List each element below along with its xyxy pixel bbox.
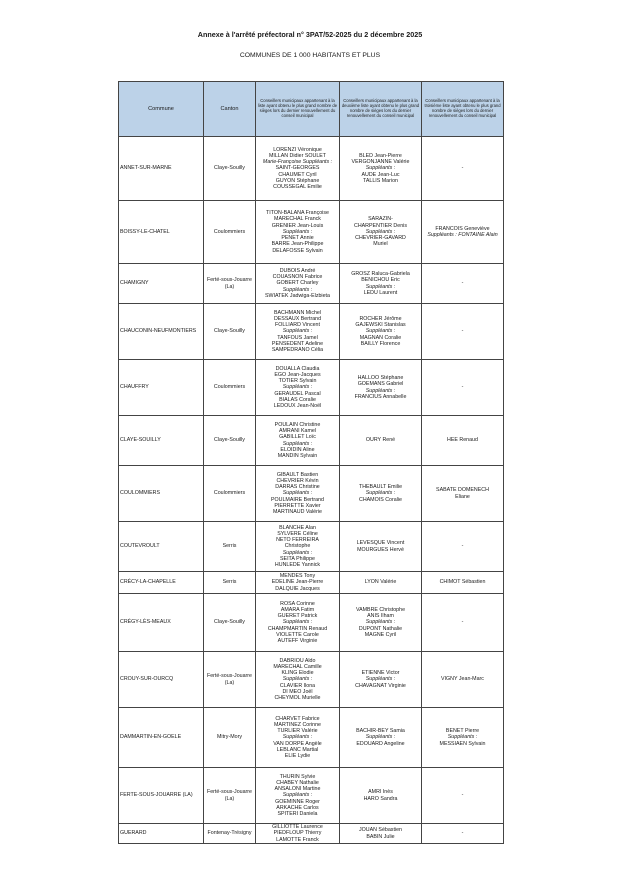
- council-member-line: ANSALONI Martine: [274, 786, 321, 793]
- council-member-line: Suppléants :: [365, 228, 396, 235]
- council-member-line: CHEYMOL Murielle: [274, 695, 321, 701]
- commune-cell: CROUY-SUR-OURCQ: [119, 652, 204, 708]
- canton-cell: Ferté-sous-Jouarre (La): [204, 768, 256, 824]
- council-member-line: GOBERT Charley: [276, 280, 319, 287]
- council-member-line: Suppléants : FONTAINE Alain: [427, 232, 498, 238]
- council-member-line: CHARVET Fabrice: [275, 715, 320, 722]
- council-member-line: ARKACHE Carlos: [276, 804, 319, 811]
- council-member-line: BARRE Jean-Philippe: [271, 241, 324, 248]
- council-member-line: CHEVRIER-GAVARD: [355, 235, 406, 242]
- council-member-line: FOLLIARD Vincent: [275, 322, 320, 329]
- council-member-line: DOUALLA Claudia: [275, 365, 320, 372]
- council-member-line: OURY René: [365, 437, 396, 444]
- canton-cell: Mitry-Mory: [204, 708, 256, 768]
- council-member-line: LYON Valérie: [364, 579, 397, 586]
- liste-3-cell: [422, 264, 504, 304]
- canton-cell: Ferté-sous-Jouarre (La): [204, 652, 256, 708]
- council-member-line: Suppléants :: [282, 286, 313, 293]
- commune-cell: FERTE-SOUS-JOUARRE (LA): [119, 768, 204, 824]
- liste-3-cell: [422, 416, 504, 466]
- liste-1-cell: [256, 201, 340, 264]
- council-member-line: DALQUIE Jacques: [275, 585, 320, 592]
- council-member-line: COUASNON Fabrice: [272, 274, 323, 281]
- council-member-line: GIBAULT Bastien: [276, 471, 319, 478]
- liste-3-cell: [422, 522, 504, 572]
- council-member-line: LEVESQUE Vincent: [356, 540, 405, 547]
- council-member-line: BABIN Julie: [366, 833, 395, 840]
- commune-cell: COULOMMIERS: [119, 466, 204, 522]
- council-member-line: GROSZ Raluca-Gabriela: [351, 271, 410, 278]
- council-member-line: SPITERI Daniela: [277, 811, 318, 817]
- council-member-line: PIERRETTE Xavier: [274, 502, 321, 509]
- council-member-line: AMARA Fatim: [280, 606, 315, 613]
- council-member-line: VAMBRE Christophe: [355, 606, 406, 613]
- liste-2-cell: [340, 360, 422, 416]
- council-member-line: Suppléants :: [282, 440, 313, 447]
- commune-cell: ANNET-SUR-MARNE: [119, 137, 204, 201]
- council-member-line: Suppléants :: [282, 619, 313, 626]
- commune-cell: BOISSY-LE-CHATEL: [119, 201, 204, 264]
- council-member-line: NETO FERREIRA: [276, 537, 319, 544]
- liste-2-cell: [340, 304, 422, 360]
- table-row: [119, 824, 504, 844]
- council-member-line: GABILLET Loïc: [279, 434, 316, 441]
- council-member-line: VERGONJANNE Valérie: [351, 159, 410, 166]
- council-member-line: Muriel: [373, 241, 388, 248]
- council-member-line: BIALAS Coralie: [279, 396, 316, 403]
- council-member-line: HUNLEDE Yannick: [274, 562, 321, 568]
- council-member-line: VAN DORPE Angèle: [273, 740, 322, 747]
- table-row: [119, 304, 504, 360]
- council-member-line: TITON-BALANA Françoise: [266, 210, 329, 217]
- council-member-line: CHEVRIER Kévin: [276, 477, 319, 484]
- table-row: [119, 201, 504, 264]
- liste-2-cell: [340, 572, 422, 594]
- council-member-line: ANIS Ilham: [367, 613, 394, 620]
- canton-cell: Coulommiers: [204, 201, 256, 264]
- table-row: [119, 594, 504, 652]
- table-row: [119, 522, 504, 572]
- council-member-line: Suppléants :: [365, 734, 396, 741]
- council-member-line: MOURGUES Hervé: [357, 546, 404, 553]
- council-member-line: CLAVIER Ilona: [279, 682, 316, 689]
- council-member-line: Marie-Françoise Suppléants :: [262, 159, 333, 166]
- liste-2-cell: [340, 522, 422, 572]
- council-member-line: Suppléants :: [365, 328, 396, 335]
- council-member-line: DARRAS Christine: [275, 484, 320, 491]
- council-member-line: EGO Jean-Jacques: [274, 371, 321, 378]
- council-member-line: THEBAULT Emilie: [358, 484, 403, 491]
- council-member-line: CHAVAGNAT Virginie: [355, 682, 406, 689]
- council-member-line: EDOUARD Angeline: [356, 740, 405, 747]
- council-member-line: PIEDFLOUP Thierry: [273, 830, 322, 837]
- council-member-line: Suppléants :: [282, 228, 313, 235]
- header-canton: Canton: [204, 82, 256, 137]
- commune-cell: GUERARD: [119, 824, 204, 844]
- liste-2-cell: [340, 824, 422, 844]
- council-member-line: CHARPENTIER Denis: [354, 222, 407, 229]
- liste-3-cell: [422, 304, 504, 360]
- council-member-line: SAINT-GEORGES: [275, 165, 320, 172]
- table-row: [119, 264, 504, 304]
- council-member-line: MESSIAEN Sylvain: [439, 740, 486, 747]
- council-member-line: LORENZI Véronique: [273, 146, 322, 153]
- council-member-line: Suppléants :: [282, 549, 313, 556]
- council-member-line: Suppléants :: [365, 619, 396, 626]
- council-member-line: TOTIER Sylvain: [278, 378, 317, 385]
- council-member-line: MARTINAUD Valérie: [273, 509, 322, 515]
- council-member-line: Suppléants :: [365, 283, 396, 290]
- council-member-line: Suppléants :: [365, 165, 396, 172]
- council-member-line: CHABEY Nathalie: [276, 779, 319, 786]
- council-member-line: GOEMANS Gabriel: [357, 381, 404, 388]
- council-member-line: Suppléants :: [282, 490, 313, 497]
- council-member-line: Suppléants :: [365, 387, 396, 394]
- council-member-line: MARTINEZ Corinne: [274, 721, 321, 728]
- council-member-line: AMRANI Kamel: [278, 428, 317, 435]
- canton-cell: Claye-Souilly: [204, 304, 256, 360]
- council-member-line: CHIMOT Sébastien: [439, 579, 486, 586]
- council-member-line: -: [461, 830, 464, 837]
- liste-3-cell: [422, 708, 504, 768]
- liste-1-cell: [256, 522, 340, 572]
- council-member-line: DESSAUX Bertrand: [273, 315, 322, 322]
- commune-cell: CRÉGY-LÈS-MEAUX: [119, 594, 204, 652]
- liste-3-cell: [422, 572, 504, 594]
- council-member-line: THURIN Sylvie: [279, 773, 316, 780]
- council-member-line: ELOIDIN Aline: [280, 446, 315, 453]
- liste-2-cell: [340, 137, 422, 201]
- header-liste-2: Conseillers municipaux appartenant à la deuxième liste ayant obtenu le plus grand nombre de sièges lors du dernier renouvellement du conseil municipal: [340, 82, 422, 137]
- council-member-line: -: [461, 619, 464, 626]
- council-member-line: MANDIN Sylvain: [277, 452, 318, 459]
- council-member-line: DABRIOU Aldo: [279, 657, 316, 664]
- commune-cell: COUTEVROULT: [119, 522, 204, 572]
- council-member-line: -: [461, 384, 464, 391]
- commune-cell: CHAUFFRY: [119, 360, 204, 416]
- liste-2-cell: [340, 652, 422, 708]
- council-member-line: Suppléants :: [365, 490, 396, 497]
- commune-cell: CRÉCY-LA-CHAPELLE: [119, 572, 204, 594]
- header-row: [119, 82, 504, 137]
- liste-1-cell: [256, 708, 340, 768]
- liste-2-cell: [340, 201, 422, 264]
- council-member-line: GOEMINNE Roger: [275, 798, 320, 805]
- liste-1-cell: [256, 572, 340, 594]
- canton-cell: Serris: [204, 572, 256, 594]
- liste-3-cell: [422, 466, 504, 522]
- council-member-line: POULMAIRE Bertrand: [271, 496, 324, 503]
- canton-cell: Claye-Souilly: [204, 416, 256, 466]
- document-subtitle: COMMUNES DE 1 000 HABITANTS ET PLUS: [239, 52, 381, 59]
- council-member-line: GUERET Patrick: [277, 613, 318, 620]
- liste-2-cell: [340, 264, 422, 304]
- table-row: [119, 466, 504, 522]
- council-member-line: GUYON Stéphane: [275, 177, 320, 184]
- council-member-line: -: [461, 792, 464, 799]
- canton-cell: Serris: [204, 522, 256, 572]
- council-member-line: AUDE Jean-Luc: [361, 171, 400, 178]
- council-member-line: SWIATEK Jadwiga-Elzbieta: [265, 292, 330, 299]
- council-member-line: MARECHAL Camille: [273, 663, 322, 670]
- council-member-line: BENICHOU Eric: [361, 277, 400, 284]
- council-member-line: Suppléants :: [282, 676, 313, 683]
- council-member-line: SAMPEDRANO Célia: [271, 347, 324, 353]
- liste-3-cell: [422, 824, 504, 844]
- header-commune: Commune: [119, 82, 204, 137]
- council-member-line: DUPONT Nathalie: [358, 625, 403, 632]
- liste-3-cell: [422, 594, 504, 652]
- council-member-line: -: [461, 280, 464, 287]
- council-member-line: LEBLANC Martial: [276, 746, 319, 753]
- liste-2-cell: [340, 466, 422, 522]
- table-row: [119, 768, 504, 824]
- council-member-line: MILLAN Didier SOULET: [268, 152, 327, 159]
- header-liste-1: Conseillers municipaux appartenant à la liste ayant obtenu le plus grand nombre de sièges lors du dernier renouvellement du conseil municipal: [256, 82, 340, 137]
- council-member-line: BACHMANN Michel: [273, 309, 322, 316]
- council-member-line: AMRI Inès: [368, 789, 393, 796]
- liste-3-cell: [422, 360, 504, 416]
- liste-1-cell: [256, 466, 340, 522]
- council-member-line: GAJEWSKI Stanislas: [355, 322, 406, 329]
- council-member-line: MAGNE Cyril: [364, 631, 397, 638]
- council-member-line: BLANCHE Alan: [279, 524, 316, 531]
- council-member-line: ROCHER Jérôme: [359, 315, 402, 322]
- council-member-line: AUTEFF Virginie: [277, 638, 318, 644]
- council-member-line: SYLVERE Céline: [277, 530, 318, 537]
- liste-2-cell: [340, 416, 422, 466]
- liste-3-cell: [422, 768, 504, 824]
- council-member-line: CHAMPMARTIN Renaud: [267, 625, 328, 632]
- canton-cell: Coulommiers: [204, 360, 256, 416]
- council-member-line: HARO Sandra: [363, 795, 398, 802]
- council-member-line: TURLIER Valérie: [277, 728, 318, 735]
- council-member-line: Suppléants :: [282, 384, 313, 391]
- liste-1-cell: [256, 594, 340, 652]
- council-member-line: JOUAN Sébastien: [359, 827, 402, 834]
- council-member-line: GILLIOTTE Laurence: [272, 824, 323, 831]
- council-member-line: BAILLY Florence: [360, 340, 401, 347]
- document-title: Annexe à l'arrêté préfectoral n° 3PAT/52-2025 du 2 décembre 2025: [197, 30, 423, 39]
- council-member-line: -: [461, 328, 464, 335]
- council-member-line: POULAIN Christine: [274, 421, 321, 428]
- council-member-line: MAGNAN Coralie: [359, 334, 402, 341]
- table-row: [119, 708, 504, 768]
- council-member-line: Suppléants :: [447, 734, 478, 741]
- council-member-line: HALLOO Stéphane: [357, 375, 404, 382]
- liste-1-cell: [256, 416, 340, 466]
- council-member-line: LEDU Laurent: [363, 289, 398, 296]
- council-member-line: ELIE Lydie: [284, 753, 311, 759]
- table-row: [119, 572, 504, 594]
- liste-2-cell: [340, 594, 422, 652]
- canton-cell: Coulommiers: [204, 466, 256, 522]
- commune-cell: CLAYE-SOUILLY: [119, 416, 204, 466]
- council-member-line: DUBOIS André: [279, 267, 316, 274]
- council-member-line: FRANCOIS Geneviève: [435, 225, 490, 232]
- council-member-line: -: [461, 165, 464, 172]
- canton-cell: Claye-Souilly: [204, 137, 256, 201]
- council-member-line: PENET Annie: [281, 235, 314, 242]
- liste-1-cell: [256, 652, 340, 708]
- council-member-line: PENSEDENT Adeline: [271, 340, 324, 347]
- header-liste-3: Conseillers municipaux appartenant à la troisième liste ayant obtenu le plus grand nombre de sièges lors du dernier renouvellement du conseil municipal: [422, 82, 504, 137]
- council-member-line: ROSA Corinne: [280, 600, 315, 607]
- council-member-line: Suppléants :: [282, 734, 313, 741]
- council-member-line: Suppléants :: [282, 792, 313, 799]
- council-member-line: EDELINE Jean-Pierre: [271, 579, 324, 586]
- council-member-line: Christophe: [284, 543, 311, 550]
- table-row: [119, 416, 504, 466]
- council-member-line: HEE Renaud: [447, 437, 478, 444]
- council-member-line: BLED Jean-Pierre: [359, 152, 402, 159]
- council-member-line: DI MEO Joël: [282, 688, 313, 695]
- table-row: [119, 652, 504, 708]
- canton-cell: Fontenay-Trésigny: [204, 824, 256, 844]
- council-member-line: ETIENNE Victor: [361, 670, 400, 677]
- council-member-line: LAMOTTE Franck: [276, 836, 319, 843]
- canton-cell: Ferté-sous-Jouarre (La): [204, 264, 256, 304]
- table-row: [119, 137, 504, 201]
- commune-cell: CHAUCONIN-NEUFMONTIERS: [119, 304, 204, 360]
- council-member-line: TALLIS Marion: [363, 177, 398, 184]
- council-member-line: Suppléants :: [365, 676, 396, 683]
- communes-table: [118, 81, 504, 844]
- council-member-line: FRANCIUS Annabelle: [354, 393, 407, 400]
- liste-2-cell: [340, 768, 422, 824]
- liste-1-cell: [256, 768, 340, 824]
- liste-2-cell: [340, 708, 422, 768]
- council-member-line: COUSSEGAL Emilie: [273, 184, 322, 190]
- council-member-line: KLING Elodie: [281, 670, 314, 677]
- council-member-line: VIGNY Jean-Marc: [441, 676, 484, 683]
- council-member-line: GRENIER Jean-Louis: [271, 222, 324, 229]
- council-member-line: LEDOUX Jean-Noël: [273, 403, 322, 409]
- council-member-line: TANFOUS Jamel: [277, 334, 318, 341]
- table-row: [119, 360, 504, 416]
- council-member-line: VIOLETTE Carole: [276, 631, 319, 638]
- council-member-line: DELAFOSSE Sylvain: [272, 247, 323, 254]
- council-member-line: Suppléants :: [282, 328, 313, 335]
- liste-1-cell: [256, 824, 340, 844]
- council-member-line: CHAUMET Cyril: [278, 171, 317, 178]
- canton-cell: Claye-Souilly: [204, 594, 256, 652]
- liste-3-cell: [422, 201, 504, 264]
- council-member-line: Eliane: [455, 493, 470, 500]
- council-member-line: MARECHAL Franck: [274, 216, 321, 223]
- council-member-line: SABATE DOMENECH: [436, 487, 489, 494]
- liste-1-cell: [256, 264, 340, 304]
- council-member-line: SEITA Philippe: [280, 555, 315, 562]
- council-member-line: GERAUDEL Pascal: [274, 390, 321, 397]
- council-member-line: CHAMOIS Coralie: [359, 496, 402, 503]
- liste-1-cell: [256, 137, 340, 201]
- council-member-line: -: [461, 543, 464, 550]
- table-body: [119, 137, 504, 844]
- council-member-line: MENDES Tony: [279, 573, 316, 580]
- liste-3-cell: [422, 137, 504, 201]
- council-member-line: BACHIR-BEY Samia: [356, 728, 405, 735]
- liste-1-cell: [256, 304, 340, 360]
- commune-cell: CHAMIGNY: [119, 264, 204, 304]
- liste-3-cell: [422, 652, 504, 708]
- council-member-line: SARAZIN-: [368, 216, 393, 223]
- commune-cell: DAMMARTIN-EN-GOELE: [119, 708, 204, 768]
- liste-1-cell: [256, 360, 340, 416]
- council-member-line: BENET Pierre: [445, 728, 480, 735]
